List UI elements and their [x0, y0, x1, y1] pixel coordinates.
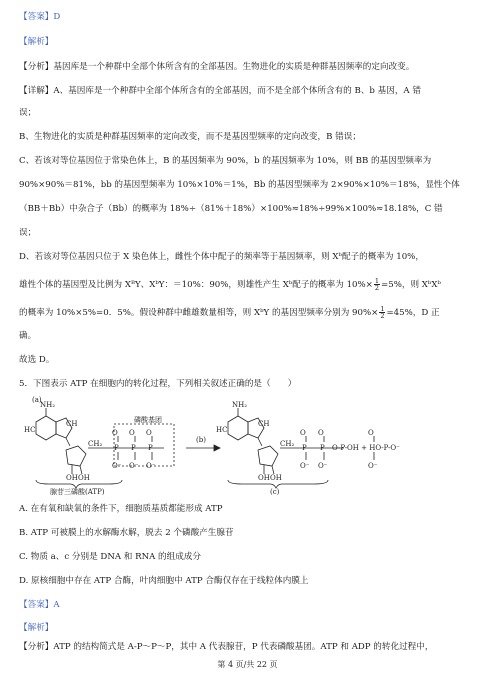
phosphate-dashed-box — [114, 424, 174, 466]
ominus-r2: O⁻ — [318, 462, 328, 470]
adenine-ring-left — [36, 416, 56, 440]
fraction-denominator: 2 — [374, 284, 380, 291]
text-line: 故选 D。 — [19, 355, 55, 365]
label-b: (b) — [196, 436, 206, 444]
ch2-left: CH₂ — [88, 440, 103, 448]
oh-right-2: OH — [270, 474, 282, 482]
ch2-right: CH₂ — [280, 440, 295, 448]
fraction-numerator: 1 — [374, 278, 380, 285]
text-line-with-fraction — [19, 278, 481, 291]
option-a: A. 在有氧和缺氧的条件下，细胞质基质都能形成 ATP — [19, 504, 223, 514]
o-top-1: O — [112, 429, 118, 437]
answer-tag-2: 【答案】A — [19, 600, 60, 610]
hc-right: HC — [216, 426, 228, 434]
nh2-right: NH₂ — [232, 401, 248, 409]
oh-left-1: OH — [66, 474, 78, 482]
o-top-r2: O — [318, 429, 324, 437]
text-line: 误； — [19, 108, 37, 118]
o-top-r3: O — [368, 429, 374, 437]
fraction — [379, 306, 385, 319]
text-line: 【详解】A、基因库是一个种群中全部个体所含有的全部基因，而不是全部个体所含有的 B、b 基因，A 错 — [19, 86, 421, 96]
oh-left-2: OH — [78, 474, 90, 482]
p-3: P — [148, 444, 153, 452]
o-top-r1: O — [300, 429, 306, 437]
text-line: 误； — [19, 228, 37, 238]
p-r2: P — [320, 444, 325, 452]
option-c: C. 物质 a、c 分别是 DNA 和 RNA 的组成成分 — [19, 552, 201, 562]
nh2-left: NH₂ — [40, 401, 56, 409]
text-segment: =45%，D 正 — [386, 308, 440, 318]
atp-conversion-diagram — [14, 394, 414, 498]
option-b: B. ATP 可被膜上的水解酶水解，脱去 2 个磷酸产生腺苷 — [19, 528, 234, 538]
oh-right-1: OH — [258, 474, 270, 482]
text-segment: =5%，则 XᵇXᵇ — [381, 280, 441, 290]
text-line: 90%×90%＝81%，bb 的基因型频率为 10%×10%＝1%，Bb 的基因型频率为 2×90%×10%＝18%，显性个体 — [19, 180, 460, 190]
text-segment: 的概率为 10%×5%=0．5%。假设种群中雌雄数量相等，则 XᵇY 的基因型频率分别为 90%× — [19, 308, 379, 318]
text-line: B、生物进化的实质是种群基因频率的定向改变，而不是基因型频率的定向改变，B 错误； — [19, 132, 361, 142]
fraction — [374, 278, 380, 291]
atp-label: 腺苷三磷酸(ATP) — [50, 488, 105, 496]
ominus-r3: O⁻ — [368, 462, 378, 470]
oh-plus-ho: O-P-OH + HO-P-O⁻ — [332, 444, 400, 452]
fraction-numerator: 1 — [380, 306, 385, 313]
answer-tag: 【答案】D — [19, 12, 61, 22]
ribose-ring-right — [258, 446, 278, 466]
analysis-tag: 【解析】 — [19, 37, 54, 47]
page-footer: 第 4 页/共 22 页 — [217, 660, 278, 669]
option-d: D. 原核细胞中存在 ATP 合酶，叶肉细胞中 ATP 合酶仅存在于线粒体内膜上 — [19, 576, 309, 586]
hc-left: HC — [24, 426, 36, 434]
analysis-tag-2: 【解析】 — [19, 623, 54, 633]
ominus-1: O⁻ — [112, 462, 122, 470]
o-top-2: O — [129, 429, 135, 437]
phosphate-label: 磷酸基团 — [134, 416, 162, 424]
ch-left: CH — [66, 420, 78, 428]
text-line: D、若该对等位基因只位于 X 染色体上，雌性个体中配子的频率等于基因频率，则 Xᵇ配子的概率为 10%， — [19, 252, 424, 262]
ominus-r1: O⁻ — [300, 462, 310, 470]
label-c: (c) — [270, 488, 280, 496]
text-line: 【分析】基因库是一个种群中全部个体所含有的全部基因。生物进化的实质是种群基因频率的定向改变。 — [19, 62, 415, 72]
p-r1: P — [302, 444, 307, 452]
ominus-2: O⁻ — [129, 462, 139, 470]
ribose-ring-left — [66, 446, 86, 466]
text-segment: 雄性个体的基因型及比例为 XᴮY、XᵇY：＝10%：90%，则雄性产生 Xᵇ配子的概率为 10%× — [19, 280, 373, 290]
p-2: P — [131, 444, 136, 452]
o-top-3: O — [146, 429, 152, 437]
text-line: C、若该对等位基因位于常染色体上，B 的基因频率为 90%，b 的基因频率为 10%，则 BB 的基因型频率为 — [19, 156, 432, 166]
text-line: （BB＋Bb）中杂合子（Bb）的概率为 18%÷（81%＋18%）×100%≈18%÷99%×100%≈18.18%，C 错 — [19, 204, 443, 214]
question-stem: 5．下图表示 ATP 在细胞内的转化过程，下列相关叙述正确的是（ ） — [19, 379, 297, 389]
adenine-ring-right — [228, 416, 248, 440]
ominus-3: O⁻ — [146, 462, 156, 470]
text-line-with-fraction — [19, 306, 481, 319]
text-line: 【分析】ATP 的结构简式是 A-P～P～P，其中 A 代表腺苷，P 代表磷酸基团。ATP 和 ADP 的转化过程中， — [19, 642, 434, 652]
ch-right: CH — [258, 420, 270, 428]
fraction-denominator: 2 — [380, 312, 385, 319]
p-1: P — [114, 444, 119, 452]
label-a: (a) — [32, 396, 42, 404]
text-line: 确。 — [19, 331, 37, 341]
